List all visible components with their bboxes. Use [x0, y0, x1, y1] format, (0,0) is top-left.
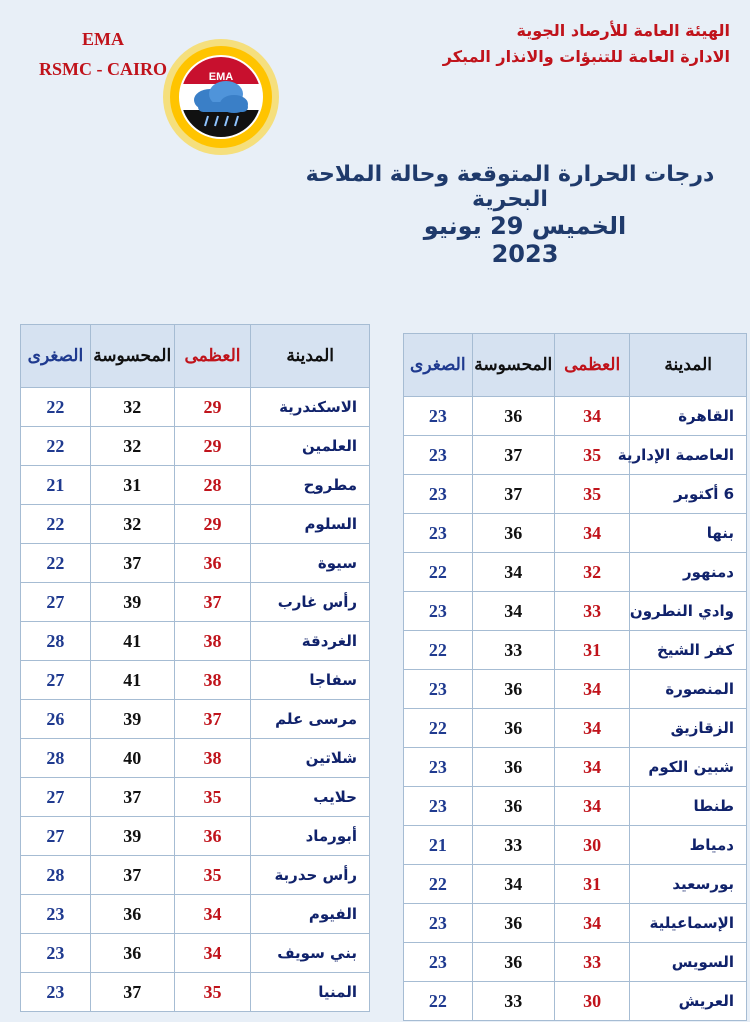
min-temp-cell: 22 — [21, 544, 91, 583]
table-row — [21, 427, 370, 466]
forecast-table-left — [20, 324, 370, 1012]
city-cell: سيوة — [251, 544, 370, 583]
feels-like-cell: 39 — [90, 817, 174, 856]
min-temp-cell: 27 — [21, 583, 91, 622]
city-cell: سفاجا — [251, 661, 370, 700]
max-temp-cell: 34 — [554, 748, 629, 787]
city-cell: الإسماعيلية — [630, 904, 747, 943]
page-date: الخميس 29 يونيو 2023 — [423, 212, 627, 268]
feels-like-cell: 41 — [90, 661, 174, 700]
city-cell: مرسى علم — [251, 700, 370, 739]
min-temp-cell: 23 — [21, 895, 91, 934]
city-cell: حلايب — [251, 778, 370, 817]
city-cell: بنها — [630, 514, 747, 553]
city-cell: دمياط — [630, 826, 747, 865]
min-temp-cell: 22 — [21, 505, 91, 544]
col-max: العظمى — [174, 325, 251, 388]
col-min: الصغرى — [404, 334, 473, 397]
table-row — [21, 583, 370, 622]
city-cell: وادي النطرون — [630, 592, 747, 631]
max-temp-cell: 30 — [554, 826, 629, 865]
feels-like-cell: 32 — [90, 388, 174, 427]
max-temp-cell: 35 — [174, 778, 251, 817]
min-temp-cell: 23 — [21, 973, 91, 1012]
max-temp-cell: 35 — [174, 856, 251, 895]
table-row — [404, 397, 747, 436]
city-cell: المنيا — [251, 973, 370, 1012]
city-cell: الغردقة — [251, 622, 370, 661]
min-temp-cell: 23 — [21, 934, 91, 973]
min-temp-cell: 23 — [404, 592, 473, 631]
table-row — [404, 709, 747, 748]
max-temp-cell: 28 — [174, 466, 251, 505]
city-cell: طنطا — [630, 787, 747, 826]
max-temp-cell: 33 — [554, 943, 629, 982]
city-cell: الاسكندرية — [251, 388, 370, 427]
min-temp-cell: 22 — [21, 388, 91, 427]
city-cell: 6 أكتوبر — [630, 475, 747, 514]
table-row — [21, 700, 370, 739]
city-cell: العاصمة الإدارية — [630, 436, 747, 475]
city-cell: بورسعيد — [630, 865, 747, 904]
feels-like-cell: 39 — [90, 700, 174, 739]
min-temp-cell: 22 — [404, 982, 473, 1021]
min-temp-cell: 28 — [21, 856, 91, 895]
ema-logo — [160, 22, 282, 172]
feels-like-cell: 36 — [472, 670, 554, 709]
city-cell: رأس حدربة — [251, 856, 370, 895]
table-row — [21, 544, 370, 583]
feels-like-cell: 32 — [90, 505, 174, 544]
logo-text: EMA — [208, 71, 234, 83]
min-temp-cell: 21 — [21, 466, 91, 505]
table-row — [404, 982, 747, 1021]
max-temp-cell: 34 — [554, 787, 629, 826]
city-cell: الفيوم — [251, 895, 370, 934]
min-temp-cell: 27 — [21, 817, 91, 856]
max-temp-cell: 32 — [554, 553, 629, 592]
col-min: الصغرى — [21, 325, 91, 388]
max-temp-cell: 37 — [174, 583, 251, 622]
rsmc-label: RSMC - CAIRO — [39, 59, 167, 79]
max-temp-cell: 33 — [554, 592, 629, 631]
min-temp-cell: 23 — [404, 670, 473, 709]
ema-label: EMA — [82, 29, 124, 49]
max-temp-cell: 34 — [174, 934, 251, 973]
min-temp-cell: 22 — [404, 553, 473, 592]
city-cell: بني سويف — [251, 934, 370, 973]
feels-like-cell: 37 — [472, 436, 554, 475]
feels-like-cell: 31 — [90, 466, 174, 505]
feels-like-cell: 33 — [472, 982, 554, 1021]
table-header-row — [21, 325, 370, 388]
city-cell: رأس غارب — [251, 583, 370, 622]
city-cell: القاهرة — [630, 397, 747, 436]
min-temp-cell: 23 — [404, 514, 473, 553]
table-row — [21, 856, 370, 895]
max-temp-cell: 38 — [174, 661, 251, 700]
table-row — [21, 817, 370, 856]
feels-like-cell: 40 — [90, 739, 174, 778]
max-temp-cell: 29 — [174, 505, 251, 544]
min-temp-cell: 27 — [21, 778, 91, 817]
city-cell: مطروح — [251, 466, 370, 505]
max-temp-cell: 35 — [554, 475, 629, 514]
feels-like-cell: 36 — [472, 943, 554, 982]
max-temp-cell: 30 — [554, 982, 629, 1021]
col-max: العظمى — [554, 334, 629, 397]
table-row — [404, 514, 747, 553]
max-temp-cell: 36 — [174, 817, 251, 856]
col-feels-like: المحسوسة — [472, 334, 554, 397]
max-temp-cell: 34 — [174, 895, 251, 934]
city-cell: كفر الشيخ — [630, 631, 747, 670]
table-row — [404, 748, 747, 787]
city-cell: السلوم — [251, 505, 370, 544]
feels-like-cell: 37 — [472, 475, 554, 514]
feels-like-cell: 37 — [90, 778, 174, 817]
max-temp-cell: 35 — [554, 436, 629, 475]
min-temp-cell: 28 — [21, 622, 91, 661]
table-row — [21, 466, 370, 505]
org-name: الهيئة العامة للأرصاد الجوية — [516, 21, 730, 40]
ema-caption — [28, 24, 178, 84]
min-temp-cell: 22 — [404, 631, 473, 670]
table-header-row — [404, 334, 747, 397]
max-temp-cell: 29 — [174, 388, 251, 427]
forecast-table-right — [403, 333, 747, 1021]
feels-like-cell: 34 — [472, 865, 554, 904]
page-title: درجات الحرارة المتوقعة وحالة الملاحة البحرية — [305, 162, 715, 212]
max-temp-cell: 34 — [554, 904, 629, 943]
city-cell: العلمين — [251, 427, 370, 466]
table-row — [404, 592, 747, 631]
table-row — [404, 475, 747, 514]
min-temp-cell: 23 — [404, 787, 473, 826]
table-row — [21, 895, 370, 934]
min-temp-cell: 22 — [404, 709, 473, 748]
city-cell: أبورماد — [251, 817, 370, 856]
min-temp-cell: 23 — [404, 748, 473, 787]
city-cell: السويس — [630, 943, 747, 982]
table-row — [404, 436, 747, 475]
max-temp-cell: 35 — [174, 973, 251, 1012]
feels-like-cell: 33 — [472, 631, 554, 670]
min-temp-cell: 23 — [404, 475, 473, 514]
min-temp-cell: 22 — [404, 865, 473, 904]
max-temp-cell: 34 — [554, 397, 629, 436]
col-city: المدينة — [251, 325, 370, 388]
organization-header — [390, 18, 730, 70]
table-row — [21, 778, 370, 817]
feels-like-cell: 36 — [90, 934, 174, 973]
feels-like-cell: 36 — [90, 895, 174, 934]
min-temp-cell: 23 — [404, 904, 473, 943]
table-row — [404, 553, 747, 592]
min-temp-cell: 27 — [21, 661, 91, 700]
col-city: المدينة — [630, 334, 747, 397]
city-cell: المنصورة — [630, 670, 747, 709]
table-row — [21, 934, 370, 973]
city-cell: شلاتين — [251, 739, 370, 778]
table-row — [404, 904, 747, 943]
table-row — [21, 388, 370, 427]
city-cell: العريش — [630, 982, 747, 1021]
table-row — [404, 670, 747, 709]
min-temp-cell: 22 — [21, 427, 91, 466]
table-row — [21, 505, 370, 544]
feels-like-cell: 32 — [90, 427, 174, 466]
table-row — [21, 622, 370, 661]
table-row — [21, 739, 370, 778]
col-feels-like: المحسوسة — [90, 325, 174, 388]
feels-like-cell: 36 — [472, 748, 554, 787]
feels-like-cell: 34 — [472, 553, 554, 592]
max-temp-cell: 36 — [174, 544, 251, 583]
feels-like-cell: 36 — [472, 514, 554, 553]
max-temp-cell: 34 — [554, 514, 629, 553]
min-temp-cell: 23 — [404, 943, 473, 982]
table-row — [21, 661, 370, 700]
feels-like-cell: 36 — [472, 904, 554, 943]
max-temp-cell: 31 — [554, 865, 629, 904]
org-department: الادارة العامة للتنبؤات والانذار المبكر — [442, 47, 730, 66]
table-row — [404, 826, 747, 865]
table-row — [404, 631, 747, 670]
table-row — [404, 865, 747, 904]
table-row — [404, 943, 747, 982]
table-row — [21, 973, 370, 1012]
min-temp-cell: 21 — [404, 826, 473, 865]
feels-like-cell: 33 — [472, 826, 554, 865]
max-temp-cell: 37 — [174, 700, 251, 739]
min-temp-cell: 23 — [404, 397, 473, 436]
max-temp-cell: 34 — [554, 670, 629, 709]
feels-like-cell: 36 — [472, 397, 554, 436]
feels-like-cell: 39 — [90, 583, 174, 622]
min-temp-cell: 28 — [21, 739, 91, 778]
feels-like-cell: 37 — [90, 856, 174, 895]
feels-like-cell: 36 — [472, 709, 554, 748]
max-temp-cell: 38 — [174, 622, 251, 661]
city-cell: شبين الكوم — [630, 748, 747, 787]
feels-like-cell: 36 — [472, 787, 554, 826]
min-temp-cell: 26 — [21, 700, 91, 739]
max-temp-cell: 38 — [174, 739, 251, 778]
feels-like-cell: 41 — [90, 622, 174, 661]
city-cell: الزقازيق — [630, 709, 747, 748]
city-cell: دمنهور — [630, 553, 747, 592]
feels-like-cell: 37 — [90, 973, 174, 1012]
min-temp-cell: 23 — [404, 436, 473, 475]
max-temp-cell: 31 — [554, 631, 629, 670]
max-temp-cell: 29 — [174, 427, 251, 466]
feels-like-cell: 34 — [472, 592, 554, 631]
feels-like-cell: 37 — [90, 544, 174, 583]
max-temp-cell: 34 — [554, 709, 629, 748]
table-row — [404, 787, 747, 826]
